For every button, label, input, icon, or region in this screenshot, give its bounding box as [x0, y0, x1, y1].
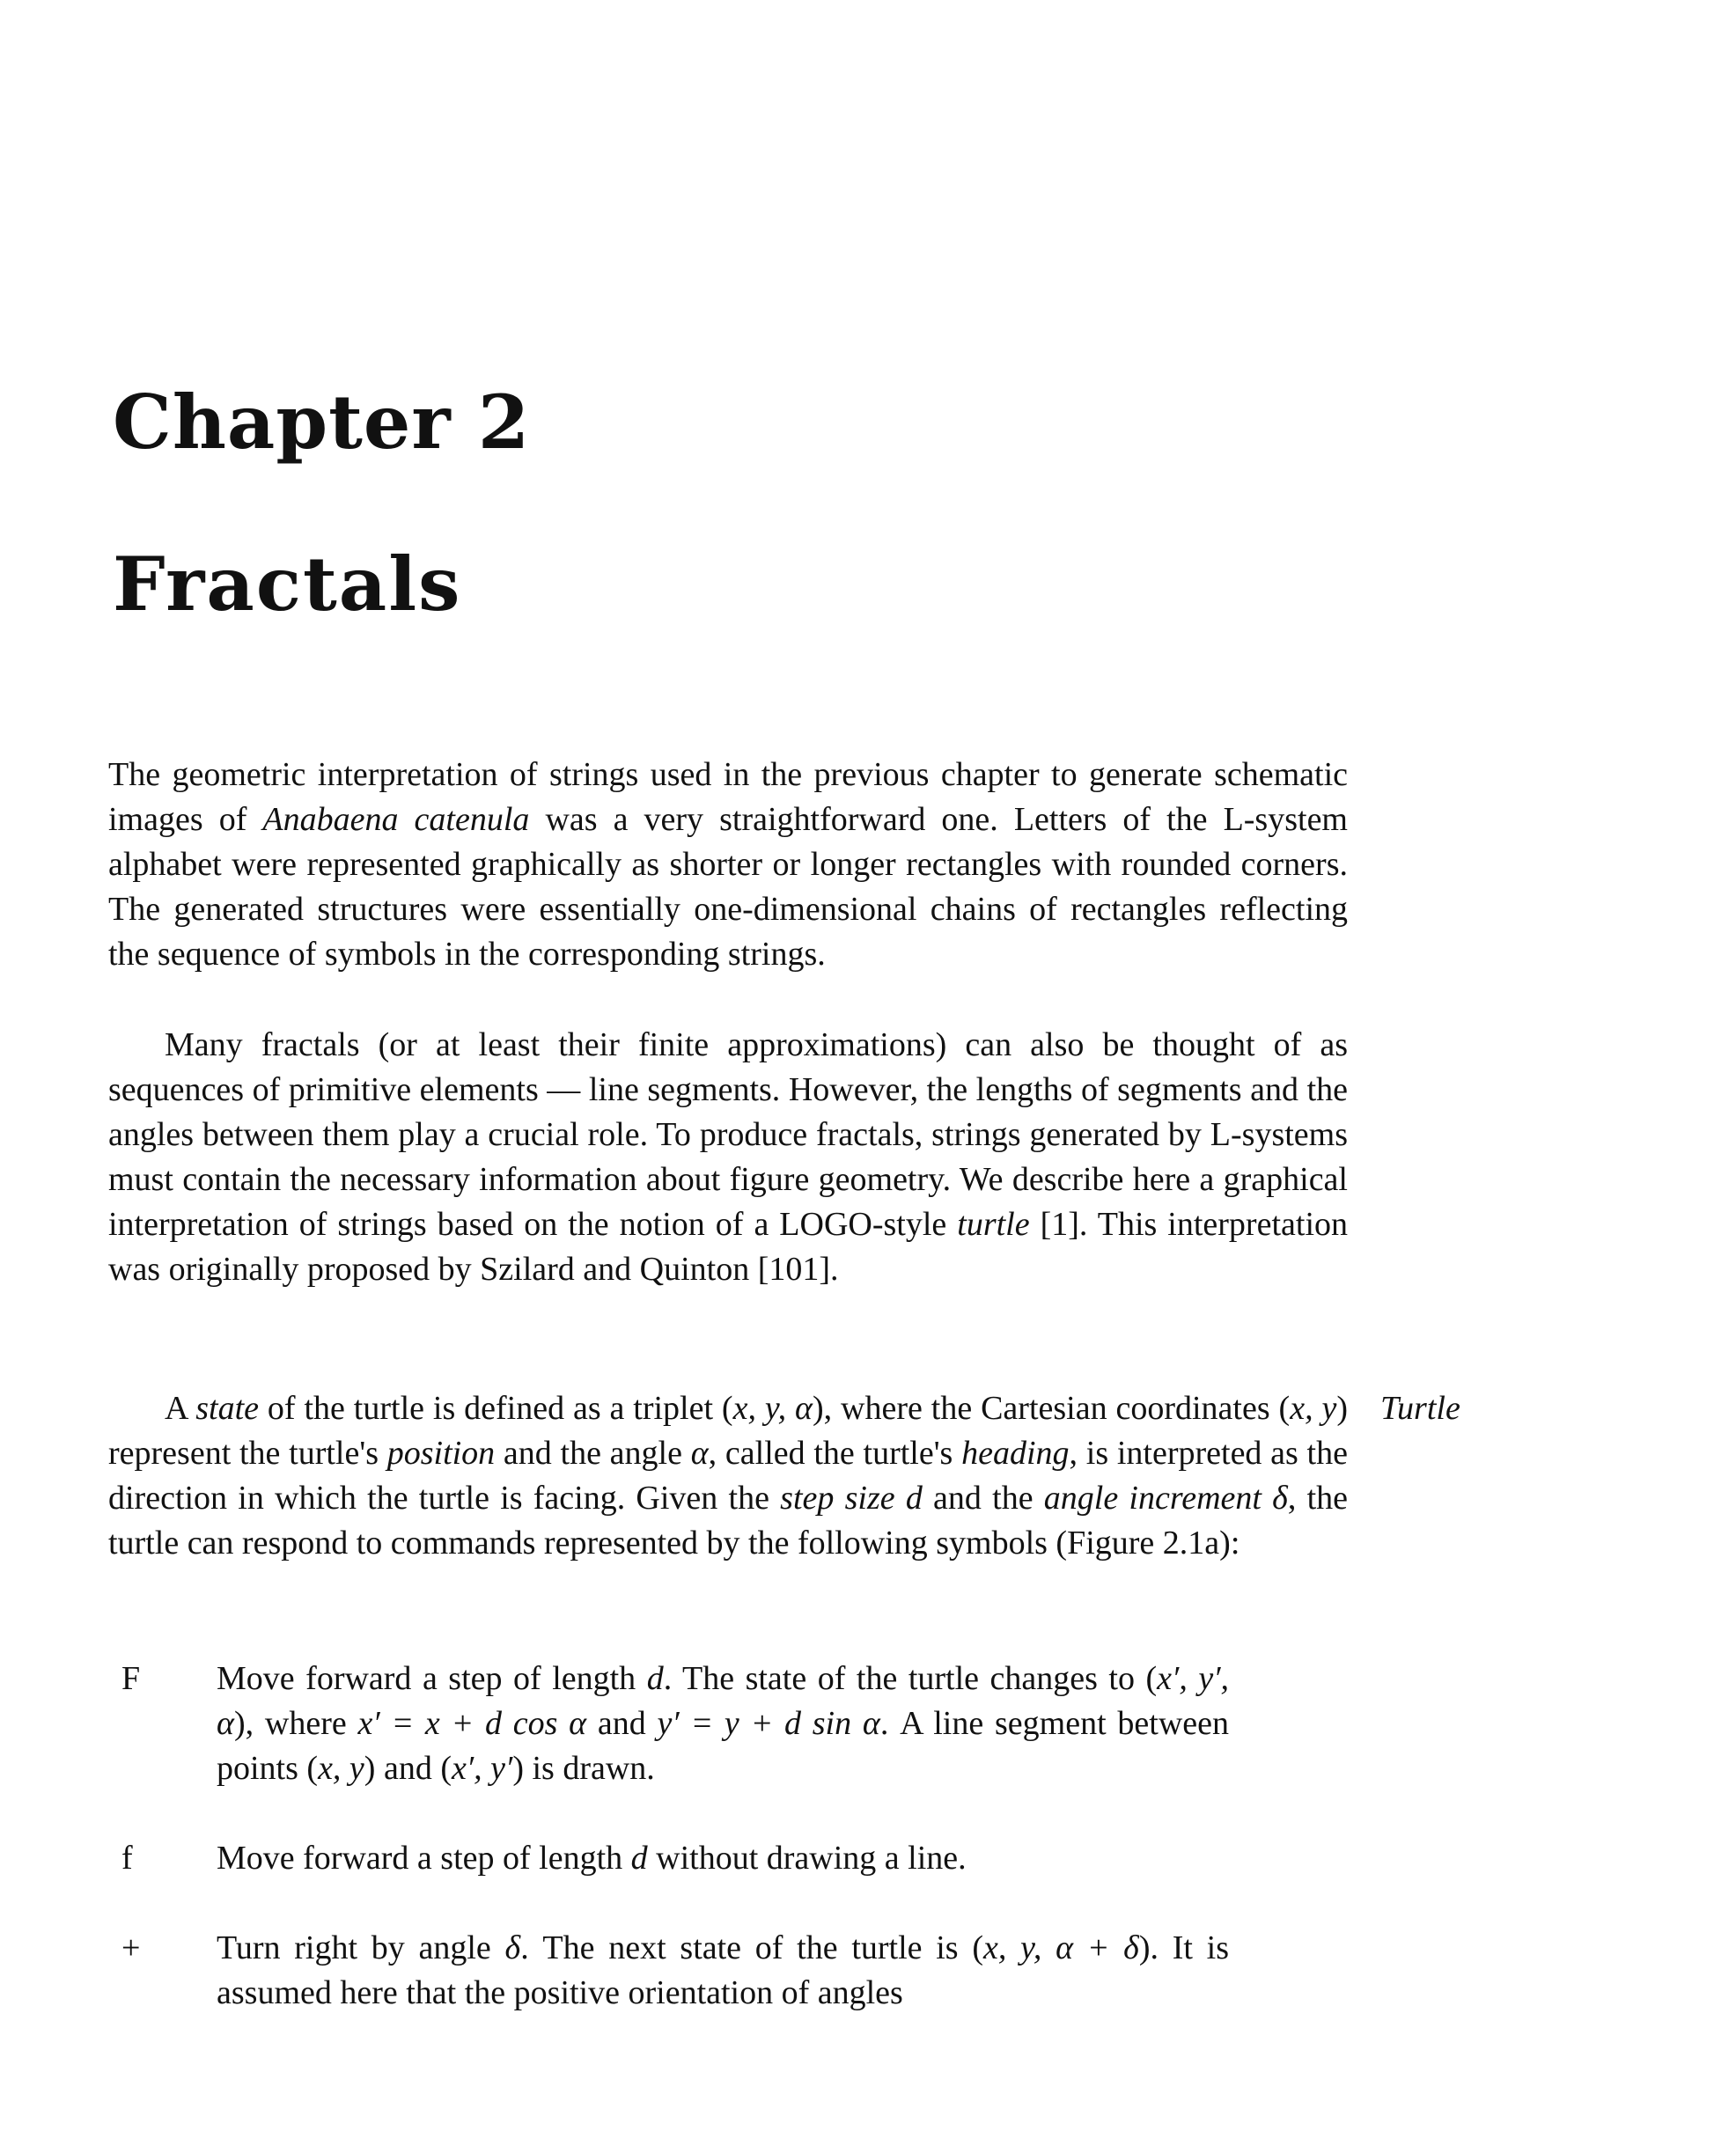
command-symbol-F: F [121, 1660, 141, 1697]
math-triplet: x, y, α [732, 1390, 813, 1427]
command-symbol-plus: + [121, 1929, 141, 1966]
chapter-title: Fractals [113, 540, 462, 628]
term-heading: heading [961, 1435, 1070, 1472]
term-angle-increment: angle increment δ [1043, 1480, 1288, 1517]
math-coordinates: x, y [1290, 1390, 1337, 1427]
species-name: Anabaena catenula [262, 801, 530, 838]
term-turtle: turtle [957, 1206, 1030, 1243]
chapter-label: Chapter 2 [113, 378, 531, 466]
paragraph-fractals: Many fractals (or at least their finite approximations) can also be thought of as sequences of primitive elements — line segments. However, the lengths of segments and the angles between them play a crucial role. To produce fractals, strings generated by L-systems must contain the necessary information about figure geometry. We describe here a graphical interpretation of strings based on the notion of a LOGO-style turtle [1]. This interpretation was originally proposed by Szilard and Quinton [101]. [108, 1026, 1348, 1288]
term-step-size: step size d [780, 1480, 923, 1517]
command-description-plus: Turn right by angle δ. The next state of the turtle is (x, y, α + δ). It is assumed here that the positive orientation of angles [217, 1929, 1229, 2011]
margin-note-turtle: Turtle [1380, 1390, 1460, 1427]
command-description-f: Move forward a step of length d without drawing a line. [217, 1840, 967, 1877]
term-state: state [195, 1390, 260, 1427]
command-symbol-f: f [121, 1840, 133, 1877]
paragraph-turtle-state: A state of the turtle is defined as a triplet (x, y, α), where the Cartesian coordinates (x, y) represent the turtle's position and the angle α, called the turtle's heading, is interpreted as the direction in which the turtle is facing. Given the step size d and the angle increment δ, the turtle can respond to commands represented by the following symbols (Figure 2.1a): [108, 1390, 1348, 1562]
term-position: position [386, 1435, 496, 1472]
math-alpha: α [690, 1435, 709, 1472]
paragraph-intro: The geometric interpretation of strings used in the previous chapter to generate schematic images of Anabaena catenula was a very straightforward one. Letters of the L-system alphabet were represented graphically as shorter or longer rectangles with rounded corners. The generated structures were essentially one-dimensional chains of rectangles reflecting the sequence of symbols in the corresponding strings. [108, 756, 1348, 973]
command-description-F: Move forward a step of length d. The state of the turtle changes to (x′, y′, α), where x′ = x + d cos α and y′ = y + d sin α. A line segment between points (x, y) and (x′, y′) is drawn. [217, 1660, 1230, 1787]
